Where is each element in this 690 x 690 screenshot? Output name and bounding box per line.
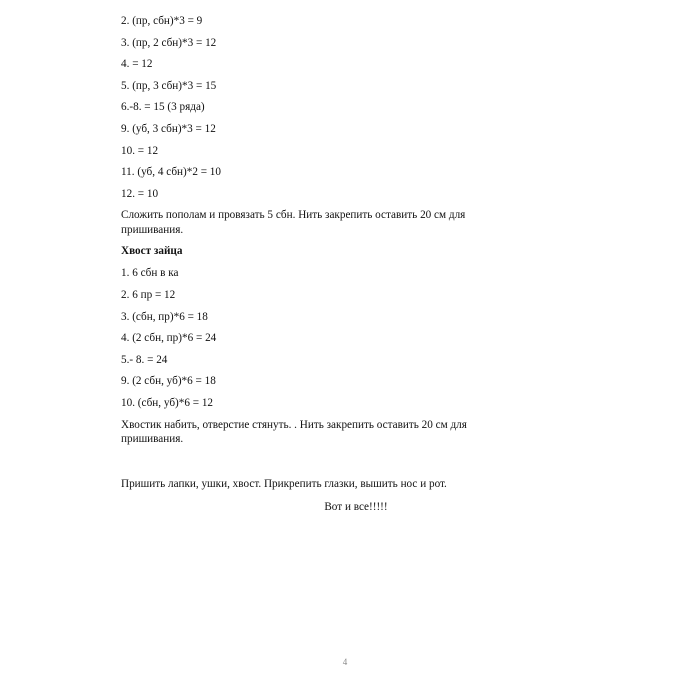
- tail-steps-list: [121, 266, 521, 410]
- tail-note: Хвостик набить, отверстие стянуть. . Нить закрепить оставить 20 см для пришивания.: [121, 418, 467, 445]
- body-step: 9. (уб, 3 сбн)*3 = 12: [121, 122, 216, 135]
- body-step: 5. (пр, 3 сбн)*3 = 15: [121, 79, 217, 92]
- tail-step: 1. 6 сбн в ка: [121, 267, 179, 280]
- body-step: 10. = 12: [121, 144, 159, 157]
- body-step: 4. = 12: [121, 58, 153, 71]
- tail-step: 10. (сбн, уб)*6 = 12: [121, 396, 214, 409]
- body-step: 2. (пр, сбн)*3 = 9: [121, 15, 203, 27]
- page-number: 4: [342, 657, 348, 667]
- tail-step: 9. (2 сбн, уб)*6 = 18: [121, 375, 216, 388]
- tail-step: 4. (2 сбн, пр)*6 = 24: [121, 332, 217, 345]
- tail-step: 3. (сбн, пр)*6 = 18: [121, 310, 208, 323]
- final-instruction: Пришить лапки, ушки, хвост. Прикрепить глазки, вышить нос и рот.: [121, 477, 447, 490]
- body-steps-list: [121, 14, 521, 201]
- page-content: [121, 14, 521, 514]
- tail-heading: Хвост зайца: [121, 245, 183, 258]
- spacer: [121, 454, 521, 477]
- body-note: Сложить пополам и провязать 5 сбн. Нить закрепить оставить 20 см для пришивания.: [121, 209, 466, 236]
- closing-line: Вот и все!!!!!: [324, 500, 388, 513]
- tail-step: 5.- 8. = 24: [121, 353, 168, 366]
- body-step: 12. = 10: [121, 187, 159, 200]
- body-step: 3. (пр, 2 сбн)*3 = 12: [121, 36, 217, 49]
- tail-step: 2. 6 пр = 12: [121, 288, 176, 301]
- body-step: 11. (уб, 4 сбн)*2 = 10: [121, 166, 221, 179]
- body-step: 6.-8. = 15 (3 ряда): [121, 101, 205, 114]
